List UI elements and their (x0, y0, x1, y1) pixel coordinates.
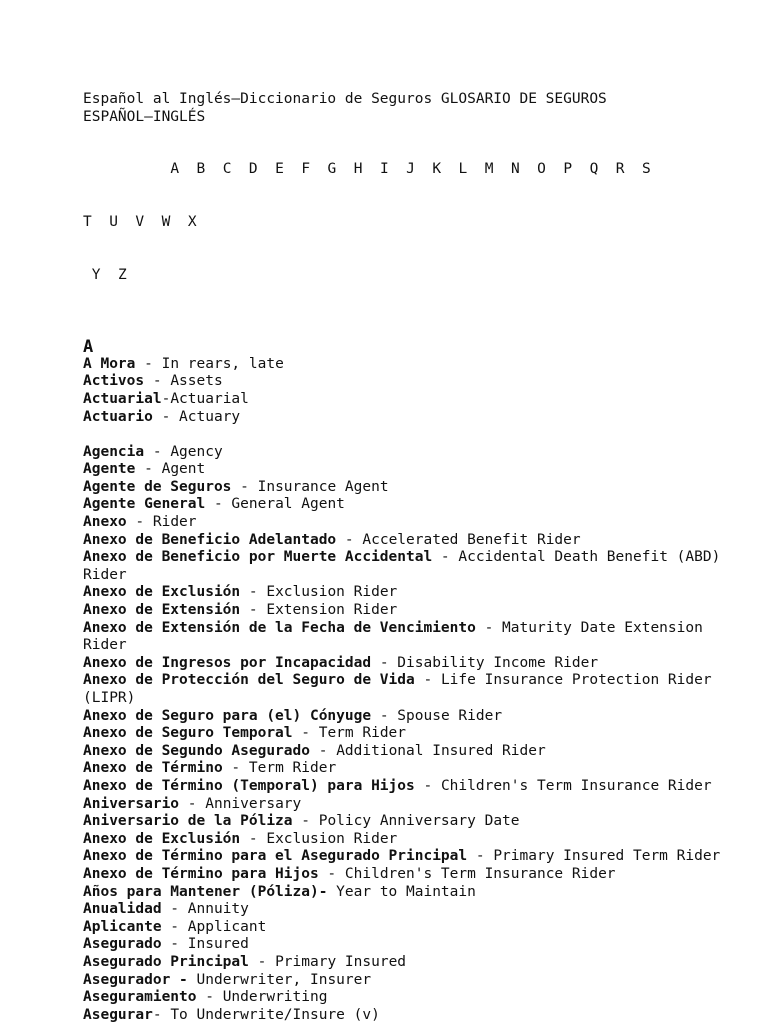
entry-definition: Exclusion Rider (266, 584, 398, 601)
entry-term: Asegurado Principal (83, 953, 249, 970)
glossary-group-2 (83, 444, 723, 1024)
alphabet-link-r[interactable]: R (615, 161, 625, 178)
alphabet-link-s[interactable]: S (641, 161, 651, 178)
glossary-entry (83, 584, 723, 602)
section-heading-a: A (83, 336, 94, 357)
entry-term: Anexo de Término (Temporal) para Hijos (83, 777, 415, 794)
entry-definition: Primary Insured Term Rider (493, 848, 721, 865)
document-title: Español al Inglés—Diccionario de Seguros GLOSARIO DE SEGUROS (83, 91, 607, 107)
entry-term: Anexo de Término para el Asegurado Principal (83, 848, 468, 865)
entry-term: Asegurar (83, 1006, 153, 1023)
glossary-entry (83, 409, 723, 427)
entry-separator: - (126, 514, 153, 531)
entry-definition: Year to Maintain (336, 883, 476, 900)
entry-term: Anexo de Extensión de la Fecha de Vencimiento (83, 619, 476, 636)
entry-term: Años para Mantener (Póliza)- (83, 883, 328, 900)
entry-term: Aniversario (83, 795, 180, 812)
glossary-entry (83, 972, 723, 990)
entry-separator: - (135, 355, 162, 372)
entry-definition: Rider (152, 514, 197, 531)
entry-separator: - (161, 901, 188, 918)
entry-definition: Agent (161, 461, 206, 478)
entry-separator: - (135, 461, 162, 478)
entry-term: Agente de Seguros (83, 478, 232, 495)
entry-term: Agente General (83, 496, 206, 513)
entry-separator: - (240, 830, 267, 847)
entry-separator: - (152, 1006, 171, 1023)
entry-separator: - (144, 373, 171, 390)
glossary-entry (83, 672, 723, 707)
entry-definition: Agency (170, 443, 223, 460)
glossary-entry (83, 444, 723, 462)
entry-term: Asegurador - (83, 971, 188, 988)
entry-definition: Term Rider (248, 760, 337, 777)
entry-term: Anualidad (83, 901, 162, 918)
entry-definition: Spouse Rider (397, 707, 503, 724)
alphabet-link-i[interactable]: I (379, 161, 389, 178)
entry-definition: Actuary (179, 408, 241, 425)
alphabet-link-a[interactable]: A (170, 161, 180, 178)
entry-term: Anexo de Seguro para (el) Cónyuge (83, 707, 372, 724)
entry-definition: Term Rider (318, 725, 407, 742)
alphabet-link-b[interactable]: B (196, 161, 206, 178)
glossary-entry (83, 549, 723, 584)
entry-term: Anexo de Exclusión (83, 830, 241, 847)
entry-separator: - (432, 549, 459, 566)
entry-definition: Children's Term Insurance Rider (440, 777, 712, 794)
alphabet-link-y[interactable]: Y (91, 266, 101, 283)
glossary-entry (83, 373, 723, 391)
entry-separator: - (240, 584, 267, 601)
entry-definition: Insured (187, 936, 249, 953)
entry-term: Actuario (83, 408, 153, 425)
entry-separator (327, 884, 336, 900)
alphabet-link-q[interactable]: Q (589, 161, 599, 178)
alphabet-link-p[interactable]: P (563, 161, 573, 178)
alphabet-link-k[interactable]: K (432, 161, 442, 178)
alphabet-link-g[interactable]: G (327, 161, 337, 178)
entry-term: Agente (83, 461, 136, 478)
glossary-entry (83, 496, 723, 514)
entry-term: Anexo de Término para Hijos (83, 865, 319, 882)
document-subtitle: ESPAÑOL—INGLÉS (83, 108, 206, 125)
glossary-entry (83, 391, 723, 409)
entry-definition: General Agent (231, 496, 345, 513)
entry-term: Anexo de Beneficio Adelantado (83, 531, 337, 548)
glossary-entry (83, 848, 723, 866)
entry-separator: - (161, 390, 171, 407)
glossary-entry (83, 743, 723, 761)
glossary-entry (83, 708, 723, 726)
alphabet-nav-row-3 (83, 267, 723, 285)
glossary-group-1 (83, 356, 723, 426)
entry-definition: Annuity (187, 901, 249, 918)
alphabet-link-f[interactable]: F (301, 161, 311, 178)
entry-definition: Underwriting (222, 989, 328, 1006)
glossary-page (83, 91, 723, 1024)
glossary-entry (83, 602, 723, 620)
entry-definition: Applicant (187, 918, 267, 935)
entry-term: Anexo de Exclusión (83, 584, 241, 601)
entry-definition: Life Insurance Protection Rider (LIPR) (83, 672, 712, 706)
entry-definition: Extension Rider (266, 602, 398, 619)
entry-separator: - (161, 918, 188, 935)
alphabet-link-m[interactable]: M (484, 161, 494, 178)
entry-definition: Maturity Date Extension Rider (83, 619, 703, 654)
alphabet-link-j[interactable]: J (406, 161, 415, 178)
glossary-entry (83, 356, 723, 374)
entry-definition: Actuarial (170, 390, 249, 407)
entry-separator: - (248, 953, 276, 970)
entry-separator: - (371, 707, 398, 724)
glossary-entry (83, 778, 723, 796)
glossary-entry (83, 760, 723, 778)
entry-definition: To Underwrite/Insure (v) (170, 1006, 380, 1023)
entry-definition: Underwriter, Insurer (196, 971, 372, 988)
glossary-entry (83, 989, 723, 1007)
alphabet-link-h[interactable]: H (353, 161, 363, 178)
entry-term: Anexo de Protección del Seguro de Vida (83, 672, 415, 689)
entry-term: Anexo de Seguro Temporal (83, 725, 293, 742)
glossary-entry (83, 831, 723, 849)
entry-separator: - (152, 408, 180, 425)
entry-definition: Accidental Death Benefit (ABD) Rider (83, 549, 721, 583)
entry-separator: - (292, 725, 319, 742)
entry-separator: - (144, 443, 171, 460)
entry-term: Aplicante (83, 918, 162, 935)
glossary-entry (83, 936, 723, 954)
entry-separator: - (336, 531, 363, 548)
glossary-entry (83, 796, 723, 814)
entry-separator (188, 972, 197, 988)
glossary-entry (83, 514, 723, 532)
entry-term: Anexo de Extensión (83, 602, 241, 619)
alphabet-link-u[interactable]: U (109, 214, 118, 231)
entry-separator: - (475, 619, 503, 636)
entry-separator: - (231, 478, 258, 495)
glossary-entry (83, 866, 723, 884)
alphabet-link-x[interactable]: X (187, 214, 197, 231)
entry-definition: Primary Insured (275, 953, 407, 970)
entry-term: Asegurado (83, 936, 162, 953)
entry-term: Anexo (83, 514, 127, 531)
alphabet-link-t[interactable]: T (83, 214, 92, 231)
entry-separator: - (414, 777, 441, 794)
alphabet-link-w[interactable]: W (161, 214, 171, 231)
entry-term: Anexo de Término (83, 760, 223, 777)
glossary-entry (83, 532, 723, 550)
glossary-entry (83, 813, 723, 831)
alphabet-link-e[interactable]: E (275, 161, 284, 178)
entry-separator: - (467, 848, 494, 865)
entry-term: Anexo de Beneficio por Muerte Accidental (83, 549, 433, 566)
entry-separator: - (161, 936, 188, 953)
entry-definition: Exclusion Rider (266, 830, 398, 847)
entry-term: Actuarial (83, 390, 162, 407)
alphabet-link-o[interactable]: O (537, 161, 546, 178)
entry-separator: - (196, 989, 223, 1006)
glossary-entry (83, 901, 723, 919)
alphabet-nav-row-2 (83, 214, 723, 232)
alphabet-link-d[interactable]: D (248, 161, 258, 178)
entry-term: Aniversario de la Póliza (83, 813, 293, 830)
entry-definition: Accelerated Benefit Rider (362, 531, 581, 548)
glossary-entry (83, 954, 723, 972)
alphabet-link-c[interactable]: C (222, 161, 232, 178)
alphabet-link-n[interactable]: N (510, 161, 520, 178)
glossary-entry (83, 479, 723, 497)
alphabet-link-z[interactable]: Z (117, 266, 127, 283)
group-spacer (83, 426, 723, 444)
glossary-entry (83, 461, 723, 479)
entry-term: Activos (83, 373, 145, 390)
entry-separator: - (205, 496, 232, 513)
entry-definition: Policy Anniversary Date (318, 813, 520, 830)
entry-separator: - (240, 602, 267, 619)
entry-separator: - (309, 742, 337, 759)
entry-separator: - (222, 760, 249, 777)
entry-separator: - (371, 654, 398, 671)
alphabet-nav-row-1 (83, 161, 723, 179)
glossary-entry (83, 655, 723, 673)
entry-definition: Assets (170, 373, 223, 390)
glossary-entry (83, 1007, 723, 1024)
entry-definition: Anniversary (205, 795, 302, 812)
entry-definition: Additional Insured Rider (336, 742, 546, 759)
entry-term: A Mora (83, 355, 136, 372)
entry-definition: Children's Term Insurance Rider (344, 865, 616, 882)
entry-separator: - (318, 865, 345, 882)
entry-definition: In rears, late (161, 355, 284, 372)
alphabet-link-l[interactable]: L (458, 161, 468, 178)
entry-term: Aseguramiento (83, 989, 197, 1006)
entry-separator: - (414, 672, 441, 689)
entry-term: Anexo de Segundo Asegurado (83, 742, 310, 759)
entry-separator: - (292, 813, 319, 830)
entry-definition: Insurance Agent (257, 478, 389, 495)
entry-term: Anexo de Ingresos por Incapacidad (83, 654, 372, 671)
alphabet-nav (83, 126, 723, 320)
entry-definition: Disability Income Rider (397, 654, 599, 671)
entry-term: Agencia (83, 443, 145, 460)
glossary-entry (83, 725, 723, 743)
glossary-entry (83, 620, 723, 655)
alphabet-link-v[interactable]: V (135, 214, 145, 231)
glossary-entry (83, 884, 723, 902)
entry-separator: - (179, 795, 206, 812)
glossary-entry (83, 919, 723, 937)
